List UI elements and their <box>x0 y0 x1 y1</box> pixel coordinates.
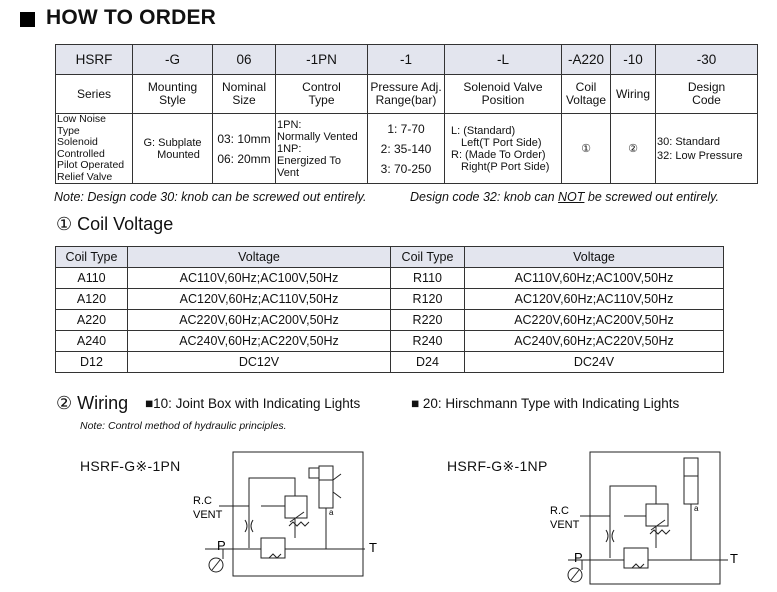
code-cell: -L <box>445 45 562 75</box>
code-cell: -1PN <box>276 45 368 75</box>
order-code-table <box>55 44 758 184</box>
coil-header-cell: Voltage <box>128 247 391 268</box>
coil-cell: AC120V,60Hz;AC110V,50Hz <box>128 289 391 310</box>
rc-label: R.C <box>193 495 212 507</box>
coil-cell: R220 <box>391 310 465 331</box>
solenoid-box-bottom <box>319 480 333 508</box>
main-valve-box <box>261 538 285 558</box>
design-opts-cell: 30: Standard 32: Low Pressure <box>656 114 758 184</box>
wiring-ref-cell: ② <box>611 114 656 184</box>
label-cell: Design Code <box>656 75 758 114</box>
coil-cell: AC220V,60Hz;AC200V,50Hz <box>465 310 724 331</box>
label-cell: Wiring <box>611 75 656 114</box>
pilot-valve-box <box>646 504 668 526</box>
solenoid-box-top <box>319 466 333 480</box>
hydraulic-diagram-1pn <box>185 448 385 583</box>
p-port-label: P <box>574 550 583 565</box>
note-design-30: Note: Design code 30: knob can be screwed out entirely. <box>54 190 367 204</box>
label-cell: Mounting Style <box>133 75 213 114</box>
coil-voltage-heading: ① Coil Voltage <box>56 214 174 234</box>
coil-row <box>56 289 724 310</box>
code-cell: -1 <box>368 45 445 75</box>
code-cell: HSRF <box>56 45 133 75</box>
label-cell: Solenoid Valve Position <box>445 75 562 114</box>
order-label-row <box>56 75 758 114</box>
coil-cell: DC24V <box>465 352 724 373</box>
coil-header-cell: Coil Type <box>391 247 465 268</box>
label-cell: Nominal Size <box>213 75 276 114</box>
coil-row <box>56 268 724 289</box>
pilot-valve-box <box>285 496 307 518</box>
code-cell: -30 <box>656 45 758 75</box>
coil-cell: A240 <box>56 331 128 352</box>
coil-cell: A120 <box>56 289 128 310</box>
code-cell: -G <box>133 45 213 75</box>
solenoid-opts-cell: L: (Standard) Left(T Port Side) R: (Made To Order) Right(P Port Side) <box>445 114 562 184</box>
solenoid-box-bottom <box>684 476 698 504</box>
series-desc-cell: Low Noise Type Solenoid Controlled Pilot Operated Relief Valve <box>56 114 133 184</box>
mounting-opts-cell: G: Subplate Mounted <box>133 114 213 184</box>
rc-label: R.C <box>550 505 569 517</box>
coil-cell: AC120V,60Hz;AC110V,50Hz <box>465 289 724 310</box>
p-port-label: P <box>217 538 226 553</box>
control-opts-cell: 1PN: Normally Vented 1NP: Energized To Vent <box>276 114 368 184</box>
coil-cell: AC240V,60Hz;AC220V,50Hz <box>465 331 724 352</box>
coil-cell: D12 <box>56 352 128 373</box>
wiring-note: Note: Control method of hydraulic principles. <box>80 420 287 432</box>
diagram-left-title: HSRF-G※-1PN <box>80 458 181 474</box>
diagram-frame <box>233 452 363 576</box>
label-cell: Coil Voltage <box>562 75 611 114</box>
coil-cell: AC240V,60Hz;AC220V,50Hz <box>128 331 391 352</box>
solenoid-coil-icon <box>309 468 319 478</box>
vent-label: VENT <box>550 519 580 531</box>
order-code-row <box>56 45 758 75</box>
t-port-label: T <box>730 551 738 566</box>
pressure-opts-cell: 1: 7-70 2: 35-140 3: 70-250 <box>368 114 445 184</box>
coil-header-row <box>56 247 724 268</box>
wiring-heading: ② Wiring <box>56 393 129 413</box>
coil-ref-cell: ① <box>562 114 611 184</box>
coil-cell: DC12V <box>128 352 391 373</box>
code-cell: 06 <box>213 45 276 75</box>
coil-voltage-table <box>55 246 724 373</box>
coil-cell: A110 <box>56 268 128 289</box>
coil-header-cell: Coil Type <box>56 247 128 268</box>
code-cell: -10 <box>611 45 656 75</box>
a-label: a <box>694 504 699 513</box>
coil-cell: AC110V,60Hz;AC100V,50Hz <box>128 268 391 289</box>
coil-cell: R120 <box>391 289 465 310</box>
coil-row <box>56 331 724 352</box>
main-valve-box <box>624 548 648 568</box>
t-port-label: T <box>369 540 377 555</box>
label-cell: Series <box>56 75 133 114</box>
page-title: HOW TO ORDER <box>46 6 217 29</box>
order-options-row <box>56 114 758 184</box>
title-square-icon <box>20 12 35 27</box>
hydraulic-diagram-1np <box>548 448 748 588</box>
size-opts-cell: 03: 10mm 06: 20mm <box>213 114 276 184</box>
label-cell: Control Type <box>276 75 368 114</box>
coil-cell: AC220V,60Hz;AC200V,50Hz <box>128 310 391 331</box>
coil-row <box>56 310 724 331</box>
solenoid-box-top <box>684 458 698 476</box>
a-label: a <box>329 508 334 517</box>
label-cell: Pressure Adj. Range(bar) <box>368 75 445 114</box>
coil-cell: D24 <box>391 352 465 373</box>
code-cell: -A220 <box>562 45 611 75</box>
wiring-option-10: ■10: Joint Box with Indicating Lights <box>145 396 361 411</box>
coil-header-cell: Voltage <box>465 247 724 268</box>
coil-cell: A220 <box>56 310 128 331</box>
vent-label: VENT <box>193 509 223 521</box>
coil-cell: R240 <box>391 331 465 352</box>
coil-row <box>56 352 724 373</box>
diagram-right-title: HSRF-G※-1NP <box>447 458 548 474</box>
coil-cell: AC110V,60Hz;AC100V,50Hz <box>465 268 724 289</box>
note-design-32: Design code 32: knob can NOT be screwed out entirely. <box>410 190 719 204</box>
coil-cell: R110 <box>391 268 465 289</box>
wiring-option-20: ■ 20: Hirschmann Type with Indicating Lights <box>411 396 680 411</box>
